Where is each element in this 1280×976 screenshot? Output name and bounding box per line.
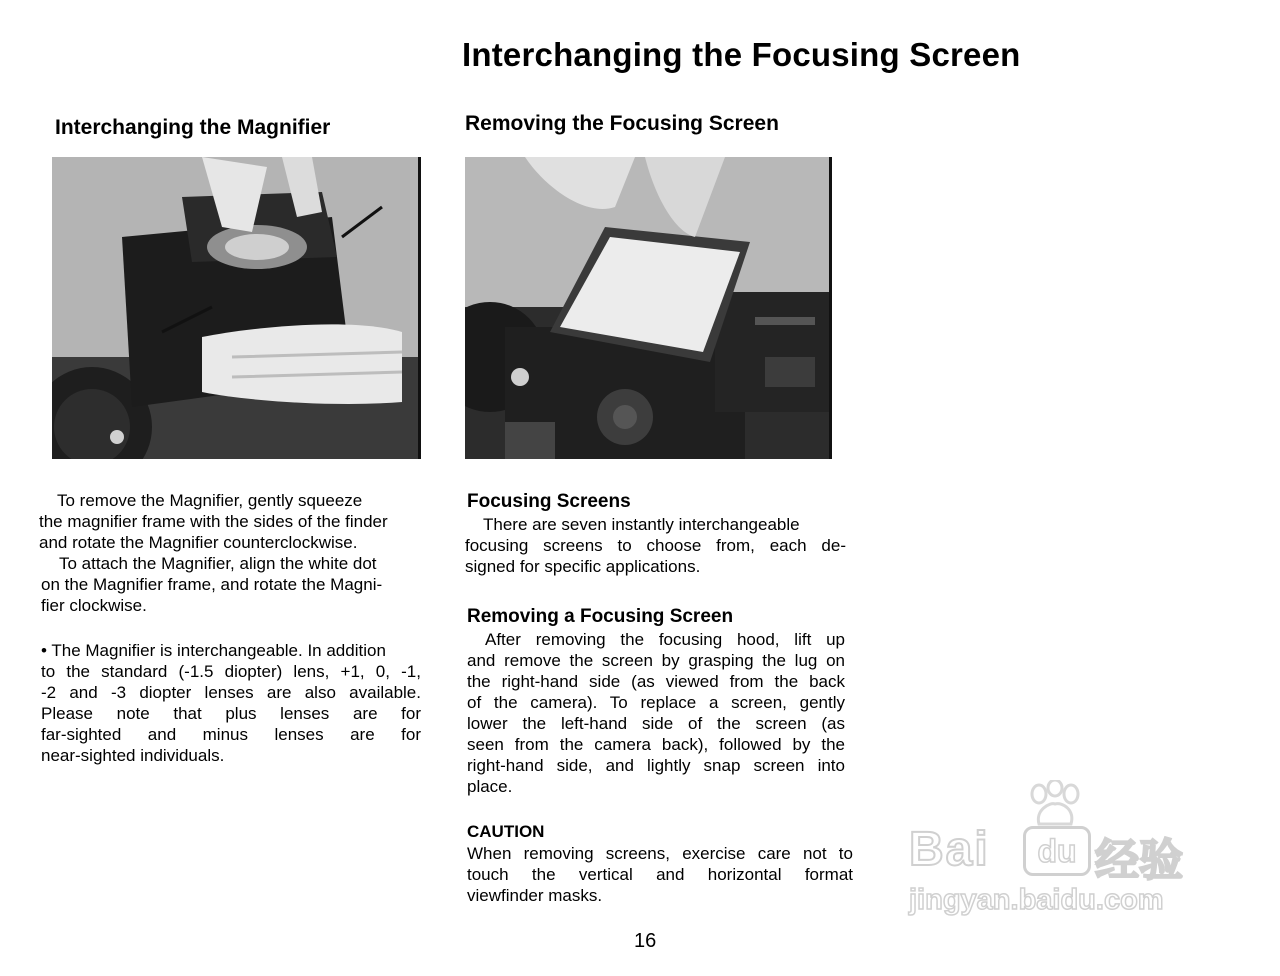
caution-heading: CAUTION [467,822,545,841]
camera-magnifier-photo [52,157,421,459]
magnifier-remove-paragraph [39,490,426,553]
removing-a-screen-paragraph [467,629,845,797]
text-line: Please note that plus lenses are for [41,704,421,723]
camera-focusing-screen-photo [465,157,832,459]
text-line: and remove the screen by grasping the lug on [467,651,845,670]
text-line: • The Magnifier is interchangeable. In addition [41,641,386,660]
text-line: far-sighted and minus lenses are for [41,725,421,744]
magnifier-note [41,640,421,766]
caution-paragraph [467,843,853,906]
focusing-screens-paragraph [465,514,846,577]
text-line: There are seven instantly interchangeable [483,515,800,534]
watermark-cn-text: 经验 [1095,836,1183,885]
removing-a-screen-heading: Removing a Focusing Screen [467,606,734,627]
baidu-watermark [905,780,1205,920]
page-number: 16 [634,930,657,952]
page-title: Interchanging the Focusing Screen [462,36,1021,73]
text-line: place. [467,777,513,796]
text-line: near-sighted individuals. [41,746,225,765]
text-line: and rotate the Magnifier counterclockwise. [39,533,358,552]
text-line: viewfinder masks. [467,886,603,905]
text-line: the magnifier frame with the sides of the finder [39,512,388,531]
text-line: on the Magnifier frame, and rotate the Magni- [41,575,383,594]
removing-screen-heading: Removing the Focusing Screen [465,112,779,135]
focusing-screens-heading: Focusing Screens [467,491,631,512]
text-line: lower the left-hand side of the screen (as [467,714,845,733]
text-line: the right-hand side (as viewed from the back [467,672,845,691]
baidu-paw-logo [1025,780,1085,830]
watermark-text: Bai [909,823,990,876]
watermark-badge [1023,826,1091,876]
text-line: After removing the focusing hood, lift up [485,630,845,649]
text-line: to the standard (-1.5 diopter) lens, +1, 0, -1, [41,662,421,681]
watermark-url: jingyan.baidu.com [909,884,1164,916]
text-line: right-hand side, and lightly snap screen into [467,756,845,775]
text-line: -2 and -3 diopter lenses are also available. [41,683,421,702]
text-line: To remove the Magnifier, gently squeeze [57,491,363,510]
text-line: signed for specific applications. [465,557,701,576]
text-line: To attach the Magnifier, align the white dot [59,554,377,573]
text-line: touch the vertical and horizontal format [467,865,853,884]
text-line: seen from the camera back), followed by the [467,735,845,754]
text-line: focusing screens to choose from, each de- [465,536,846,555]
magnifier-attach-paragraph [41,553,421,616]
watermark-text: du [1037,833,1077,869]
text-line: When removing screens, exercise care not to [467,844,853,863]
text-line: fier clockwise. [41,596,147,615]
text-line: of the camera). To replace a screen, gently [467,693,845,712]
magnifier-heading: Interchanging the Magnifier [55,116,331,139]
